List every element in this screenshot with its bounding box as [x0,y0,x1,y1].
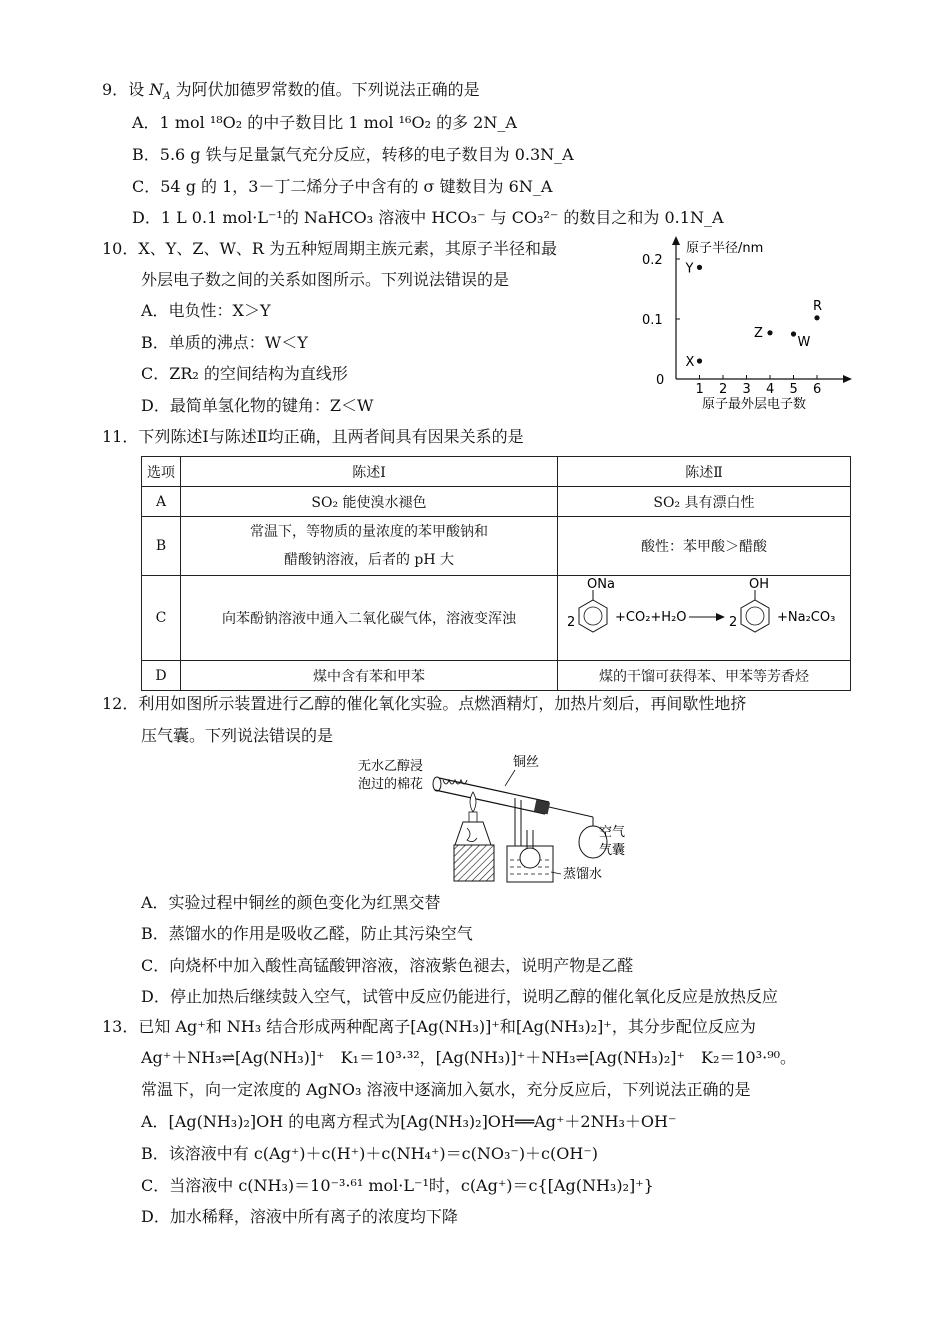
table-header-row [142,457,851,487]
row-statement-1: 向苯酚钠溶液中通入二氧化碳气体，溶液变浑浊 [181,576,558,661]
header-statement-2: 陈述Ⅱ [558,457,851,487]
point-x [697,358,702,363]
label-water: 蒸馏水 [563,867,603,882]
label-cotton-2: 泡过的棉花 [358,777,424,792]
na-symbol: $N_A$ [149,80,171,103]
point-label: X [685,355,695,370]
q9-option-a: A．1 mol ¹⁸O₂ 的中子数目比 1 mol ¹⁶O₂ 的多 2N_A [132,113,517,132]
q9-option-c: C．54 g 的 1，3－丁二烯分子中含有的 σ 键数目为 6N_A [132,177,553,196]
flame-icon [470,792,476,812]
q12-stem-line1: 12．利用如图所示装置进行乙醇的催化氧化实验。点燃酒精灯，加热片刻后，再间歇性地挤 [102,694,747,713]
table-row [142,487,851,517]
q13-option-a: A．[Ag(NH₃)₂]OH 的电离方程式为[Ag(NH₃)₂]OH══Ag⁺＋2NH₃＋OH⁻ [141,1112,677,1131]
row-statement-2: SO₂ 具有漂白性 [558,487,851,517]
eq-group-left: ONa [587,577,615,592]
eq-coef-2: 2 [729,615,738,630]
q12-stem-line2: 压气囊。下列说法错误的是 [141,726,334,745]
label-copper: 铜丝 [513,755,540,770]
q10-option-a: A．电负性：X＞Y [141,301,271,320]
block-icon [454,845,494,881]
q9-option-d: D．1 L 0.1 mol·L⁻¹的 NaHCO₃ 溶液中 HCO₃⁻ 与 CO₃²⁻ 的数目之和为 0.1N_A [132,208,724,227]
row-statement-1: 常温下，等物质的量浓度的苯甲酸钠和 醋酸钠溶液，后者的 pH 大 [181,517,558,576]
q12-option-b: B．蒸馏水的作用是吸收乙醛，防止其污染空气 [141,924,473,943]
q10-option-d: D．最简单氢化物的键角：Z＜W [141,396,374,415]
y-tick-label: 0.1 [642,313,663,328]
q10-stem-line2: 外层电子数之间的关系如图所示。下列说法错误的是 [141,270,510,289]
header-statement-1: 陈述Ⅰ [181,457,558,487]
eq-coef-1: 2 [567,615,576,630]
point-label: Z [754,325,763,341]
point-y [697,265,702,270]
q12-option-c: C．向烧杯中加入酸性高锰酸钾溶液，溶液紫色褪去，说明产物是乙醛 [141,956,634,975]
q12-option-a: A．实验过程中铜丝的颜色变化为红黑交替 [141,893,441,912]
q13-option-b: B．该溶液中有 c(Ag⁺)＋c(H⁺)＋c(NH₄⁺)＝c(NO₃⁻)＋c(OH⁻) [141,1144,599,1163]
point-w [791,331,796,336]
x-axis-label: 原子最外层电子数 [702,397,807,412]
row-statement-1: 煤中含有苯和甲苯 [181,661,558,691]
radius-chart [640,234,860,419]
x-tick-label: 4 [766,382,775,397]
row-statement-1: SO₂ 能使溴水褪色 [181,487,558,517]
x-tick-label: 1 [695,382,704,397]
q12-option-d: D．停止加热后继续鼓入空气，试管中反应仍能进行，说明乙醇的催化氧化反应是放热反应 [141,987,778,1006]
benzene-ring-icon [579,600,607,632]
eq-middle: +CO₂+H₂O [615,610,687,625]
x-axis-arrow [843,375,852,383]
row-option: A [142,487,181,517]
q10-option-b: B．单质的沸点：W＜Y [141,333,308,352]
benzene-ring-icon [741,600,769,632]
apparatus-figure [355,750,655,885]
x-tick-label: 6 [813,382,822,397]
y-axis-label: 原子半径/nm [686,241,764,256]
row-option: C [142,576,181,661]
header-option: 选项 [142,457,181,487]
q13-stem-line3: 常温下，向一定浓度的 AgNO₃ 溶液中逐滴加入氨水，充分反应后，下列说法正确的是 [141,1080,751,1099]
table-row [142,517,851,576]
point-label: Y [685,261,694,277]
table-row [142,576,851,661]
q11-stem: 11．下列陈述Ⅰ与陈述Ⅱ均正确，且两者间具有因果关系的是 [102,427,524,446]
q11-table [141,456,851,691]
q10-option-c: C．ZR₂ 的空间结构为直线形 [141,364,348,383]
label-air-2: 气囊 [599,843,626,858]
table-row [142,661,851,691]
phenoxide-equation [563,576,845,656]
eq-group-right: OH [749,577,770,592]
y-tick-label: 0 [656,373,665,388]
point-r [814,315,819,320]
row-equation [558,576,851,661]
row-option: D [142,661,181,691]
x-tick-label: 3 [742,382,751,397]
x-tick-label: 2 [719,382,728,397]
row-statement-2: 酸性：苯甲酸＞醋酸 [558,517,851,576]
q13-option-c: C．当溶液中 c(NH₃)＝10⁻³·⁶¹ mol·L⁻¹时，c(Ag⁺)＝c{[Ag(NH₃)₂]⁺} [141,1176,654,1195]
y-axis-arrow [672,236,680,245]
label-cotton-1: 无水乙醇浸 [358,759,424,774]
row-option: B [142,517,181,576]
q9-stem: 9．设 $N_A$ 为阿伏加德罗常数的值。下列说法正确的是 [102,80,480,103]
y-tick-label: 0.2 [642,253,663,268]
point-z [767,330,772,335]
row-statement-2: 煤的干馏可获得苯、甲苯等芳香烃 [558,661,851,691]
q13-stem-line1: 13．已知 Ag⁺和 NH₃ 结合形成两种配离子[Ag(NH₃)]⁺和[Ag(NH₃)₂]⁺，其分步配位反应为 [102,1017,756,1036]
q9-option-b: B．5.6 g 铁与足量氯气充分反应，转移的电子数目为 0.3N_A [132,145,574,164]
q10-stem-line1: 10．X、Y、Z、W、R 为五种短周期主族元素，其原子半径和最 [102,239,558,258]
eq-tail: +Na₂CO₃ [777,610,836,625]
q13-stem-line2: Ag⁺＋NH₃⇌[Ag(NH₃)]⁺ K₁＝10³·³²，[Ag(NH₃)]⁺＋NH₃⇌[Ag(NH₃)₂]⁺ K₂＝10³·⁹⁰。 [141,1048,797,1067]
point-label: R [813,298,823,314]
arrow-icon [716,613,725,621]
point-label: W [797,335,811,350]
x-tick-label: 5 [789,382,798,397]
q13-option-d: D．加水稀释，溶液中所有离子的浓度均下降 [141,1207,458,1226]
label-air-1: 空气 [599,825,626,840]
